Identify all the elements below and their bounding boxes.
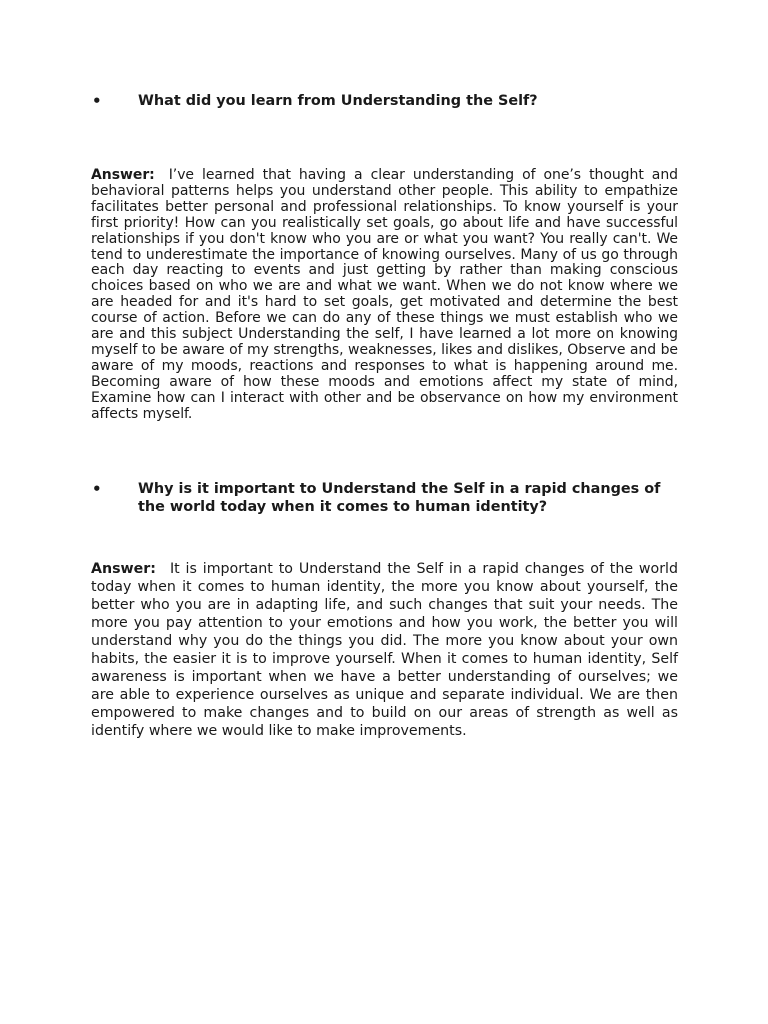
answer-1-label: Answer: [91, 167, 155, 183]
question-1-text: What did you learn from Understanding the Self? [138, 93, 538, 109]
answer-1 [91, 168, 678, 423]
answer-2-label: Answer: [91, 561, 156, 577]
question-2 [91, 480, 691, 516]
bullet-2: • [92, 480, 102, 498]
answer-2 [91, 560, 678, 740]
bullet-1: • [92, 92, 102, 110]
answer-2-text: It is important to Understand the Self in a rapid changes of the world today when it comes to human identity, the more you know about yourself, the better who you are in adapting life, and such changes that suit your needs. The more you pay attention to your emotions and how you work, the better you will understand why you do the things you did. The more you know about your own habits, the easier it is to improve yourself. When it comes to human identity, Self awareness is important when we have a better understanding of ourselves; we are able to experience ourselves as unique and separate individual. We are then empowered to make changes and to build on our areas of strength as well as identify where we would like to make improvements. [91, 561, 678, 739]
answer-1-text: I’ve learned that having a clear understanding of one’s thought and behavioral patterns helps you understand other people. This ability to empathize facilitates better personal and professional relationships. To know yourself is your first priority! How can you realistically set goals, go about life and have successful relationships if you don't know who you are or what you want? You really can't. We tend to underestimate the importance of knowing ourselves. Many of us go through each day reacting to events and just getting by rather than making conscious choices based on who we are and what we want. When we do not know where we are headed for and it's hard to set goals, get motivated and determine the best course of action. Before we can do any of these things we must establish who we are and this subject Understanding the self, I have learned a lot more on knowing myself to be aware of my strengths, weaknesses, likes and dislikes, Observe and be aware of my moods, reactions and responses to what is happening around me. Becoming aware of how these moods and emotions affect my state of mind, Examine how can I interact with other and be observance on how my environment affects myself. [91, 167, 678, 422]
question-2-text: Why is it important to Understand the Self in a rapid changes of the world today when it comes to human identity? [138, 481, 661, 515]
question-1 [91, 92, 691, 110]
